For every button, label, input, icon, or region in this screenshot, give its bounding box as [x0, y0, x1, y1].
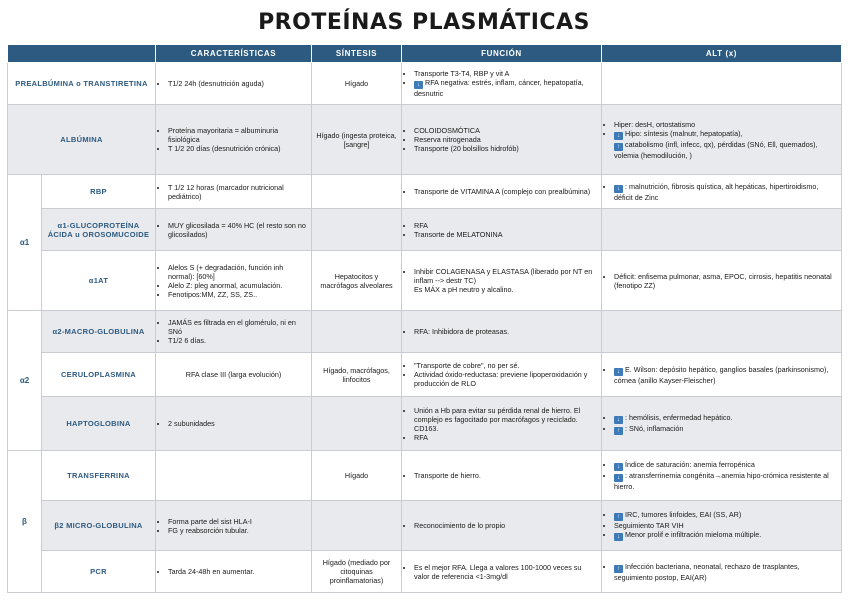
fun-item: • Reserva nitrogenada [414, 135, 597, 144]
caracteristicas-cell [156, 63, 312, 105]
row-albumina [8, 105, 842, 175]
fun-item: • Transporte T3-T4, RBP y vit A [414, 69, 597, 78]
protein-name: β2 MICRO-GLOBULINA [42, 501, 156, 551]
alt-cell [602, 311, 842, 353]
funcion-cell [402, 501, 602, 551]
protein-name: ALBÚMINA [8, 105, 156, 175]
caracteristicas-cell [156, 251, 312, 311]
alt-item: • ↓ Hipo: síntesis (malnutr, hepatopatía), [614, 129, 837, 140]
row-a1at [8, 251, 842, 311]
sintesis-cell: Hígado (ingesta proteica, [sangre] [312, 105, 402, 175]
sintesis-cell: Hígado (mediado por citoquinas proinflamatorias) [312, 551, 402, 593]
alt-item: • Déficit: enfisema pulmonar, asma, EPOC, cirrosis, hepatitis neonatal (fenotipo ZZ) [614, 272, 837, 290]
car-item: • 2 subunidades [168, 419, 307, 428]
alt-cell [602, 105, 842, 175]
protein-name: HAPTOGLOBINA [42, 397, 156, 451]
alt-item: • Seguimiento TAR VIH [614, 521, 837, 530]
alt-cell [602, 251, 842, 311]
caracteristicas-cell [156, 551, 312, 593]
fun-item: • Transporte de VITAMINA A (complejo con prealbúmina) [414, 187, 597, 196]
arrow-down-icon: ↓ [614, 416, 623, 424]
fun-item: • Actividad óxido-reductasa: previene lipoperoxidación y producción de RLO [414, 370, 597, 388]
arrow-down-icon: ↓ [414, 81, 423, 89]
group-alpha2: α2 [8, 311, 42, 451]
header-funcion: FUNCIÓN [402, 45, 602, 63]
row-glucoproteina [8, 209, 842, 251]
protein-name: RBP [42, 175, 156, 209]
fun-item: • "Transporte de cobre", no per sé. [414, 361, 597, 370]
row-macroglobulina [8, 311, 842, 353]
alt-cell [602, 175, 842, 209]
arrow-up-icon: ↑ [614, 143, 623, 151]
fun-item: • Transporte (20 bolsillos hidrofób) [414, 144, 597, 153]
alt-item: ↑ catabolismo (infl, infecc, qx), pérdidas (SNó, Ell, quemados), volemia (hemodilución, ) [614, 139, 818, 160]
alt-item: • Hiper: desH, ortostatismo [614, 120, 837, 129]
alt-cell [602, 397, 842, 451]
caracteristicas-cell: RFA clase III (larga evolución) [156, 353, 312, 397]
fun-item: • COLOIDOSMÓTICA [414, 126, 597, 135]
protein-name: α1-GLUCOPROTEÍNA ÁCIDA u OROSOMUCOIDE [42, 209, 156, 251]
protein-name: α2-MACRO-GLOBULINA [42, 311, 156, 353]
car-item: • T 1/2 20 días (desnutrición crónica) [168, 144, 307, 153]
alt-item: • ↓ Índice de saturación: anemia ferropénica [614, 460, 837, 471]
row-rbp [8, 175, 842, 209]
header-row [8, 45, 842, 63]
fun-item: • RFA [414, 433, 597, 442]
fun-item: • RFA [414, 221, 597, 230]
alt-item: • ↓ : atransferrinemia congénita→anemia hipo-crómica resistente al hierro. [614, 471, 837, 491]
funcion-cell [402, 251, 602, 311]
row-ceruloplasmina [8, 353, 842, 397]
sintesis-cell [312, 311, 402, 353]
caracteristicas-cell [156, 451, 312, 501]
arrow-up-icon: ↑ [614, 427, 623, 435]
funcion-cell [402, 63, 602, 105]
car-item: • T1/2 24h (desnutrición aguda) [168, 79, 307, 88]
header-blank [8, 45, 156, 63]
protein-name: PCR [42, 551, 156, 593]
fun-item: • RFA: Inhibidora de proteasas. [414, 327, 597, 336]
sintesis-cell [312, 175, 402, 209]
arrow-up-icon: ↑ [614, 565, 623, 573]
arrow-down-icon: ↓ [614, 185, 623, 193]
funcion-cell [402, 451, 602, 501]
proteins-table [7, 44, 842, 593]
car-item: • Proteína mayoritaria = albuminuria fisiológica [168, 126, 307, 144]
alt-item: • ↑ Infección bacteriana, neonatal, rechazo de trasplantes, seguimiento postop, EAI(AR) [614, 562, 837, 582]
arrow-down-icon: ↓ [614, 368, 623, 376]
car-item: • Alelo Z: pleg anormal, acumulación. [168, 281, 307, 290]
arrow-down-icon: ↓ [614, 463, 623, 471]
fun-item: • ↓ RFA negativa: estrés, inflam, cáncer, hepatopatía, desnutric [414, 78, 597, 98]
sintesis-cell [312, 209, 402, 251]
arrow-down-icon: ↓ [614, 132, 623, 140]
alt-item: • ↑ IRC, tumores linfoides, EAI (SS, AR) [614, 510, 837, 521]
fun-item: Es MÁX a pH neutro y alcalino. [414, 285, 514, 294]
protein-name: CERULOPLASMINA [42, 353, 156, 397]
protein-name: TRANSFERRINA [42, 451, 156, 501]
fun-item: • Inhibir COLAGENASA y ELASTASA (liberado por NT en inflam --> destr TC) [414, 267, 597, 285]
caracteristicas-cell [156, 397, 312, 451]
header-alt: ALT (x) [602, 45, 842, 63]
caracteristicas-cell [156, 105, 312, 175]
car-item: • Forma parte del sist HLA-I [168, 517, 307, 526]
alt-cell [602, 353, 842, 397]
caracteristicas-cell [156, 209, 312, 251]
alt-cell [602, 451, 842, 501]
funcion-cell [402, 397, 602, 451]
row-b2micro [8, 501, 842, 551]
arrow-up-icon: ↑ [614, 513, 623, 521]
car-item: • Alelos S (+ degradación, función inh normal): [60%] [168, 263, 307, 281]
page-title: PROTEÍNAS PLASMÁTICAS [258, 9, 590, 35]
alt-cell [602, 63, 842, 105]
fun-item: • Reconocimiento de lo propio [414, 521, 597, 530]
protein-name: PREALBÚMINA o TRANSTIRETINA [8, 63, 156, 105]
header-sintesis: SÍNTESIS [312, 45, 402, 63]
funcion-cell [402, 175, 602, 209]
protein-name: α1AT [42, 251, 156, 311]
car-item: • Fenotipos:MM, ZZ, SS, ZS.. [168, 290, 307, 299]
funcion-cell [402, 551, 602, 593]
sintesis-cell: Hígado [312, 63, 402, 105]
funcion-cell [402, 311, 602, 353]
alt-cell [602, 501, 842, 551]
funcion-cell [402, 209, 602, 251]
car-item: • Tarda 24-48h en aumentar. [168, 567, 307, 576]
car-item: • T 1/2 12 horas (marcador nutricional pediátrico) [168, 183, 307, 201]
alt-cell [602, 551, 842, 593]
alt-item: • ↓ E. Wilson: depósito hepático, ganglios basales (parkinsonismo), córnea (anillo Kayser-Fleischer) [614, 365, 837, 385]
alt-item: • ↓ Menor prolif e infiltración mieloma múltiple. [614, 530, 837, 541]
row-pcr [8, 551, 842, 593]
row-prealbumina [8, 63, 842, 105]
sintesis-cell [312, 397, 402, 451]
sintesis-cell: Hígado, macrófagos, linfocitos [312, 353, 402, 397]
alt-item: • ↑ : SNó, inflamación [614, 424, 837, 435]
fun-item: • Transporte de hierro. [414, 471, 597, 480]
caracteristicas-cell [156, 175, 312, 209]
row-transferrina [8, 451, 842, 501]
fun-item: • Unión a Hb para evitar su pérdida renal de hierro. El complejo es fagocitado por macrófagos y reciclado. CD163. [414, 406, 597, 433]
funcion-cell [402, 105, 602, 175]
funcion-cell [402, 353, 602, 397]
group-alpha1: α1 [8, 175, 42, 311]
alt-item: • ↓ : malnutrición, fibrosis quística, alt hepáticas, hipertiroidismo, déficit de Zinc [614, 182, 837, 202]
header-caracteristicas: CARACTERÍSTICAS [156, 45, 312, 63]
car-item: • T1/2 6 días. [168, 336, 307, 345]
fun-item: • Es el mejor RFA. Llega a valores 100-1000 veces su valor de referencia <1-3mg/dl [414, 563, 597, 581]
car-item: • MUY glicosilada = 40% HC (el resto son no glicosilados) [168, 221, 307, 239]
arrow-down-icon: ↓ [614, 533, 623, 541]
alt-cell [602, 209, 842, 251]
alt-item: • ↓ : hemólisis, enfermedad hepático. [614, 413, 837, 424]
caracteristicas-cell [156, 311, 312, 353]
group-beta: β [8, 451, 42, 593]
arrow-down-icon: ↓ [614, 474, 623, 482]
car-item: • FG y reabsorción tubular. [168, 526, 307, 535]
row-haptoglobina [8, 397, 842, 451]
sintesis-cell [312, 501, 402, 551]
car-item: • JAMÁS es filtrada en el glomérulo, ni en SNó [168, 318, 307, 336]
sintesis-cell: Hepatocitos y macrófagos alveolares [312, 251, 402, 311]
caracteristicas-cell [156, 501, 312, 551]
sintesis-cell: Hígado [312, 451, 402, 501]
fun-item: • Transorte de MELATONINA [414, 230, 597, 239]
